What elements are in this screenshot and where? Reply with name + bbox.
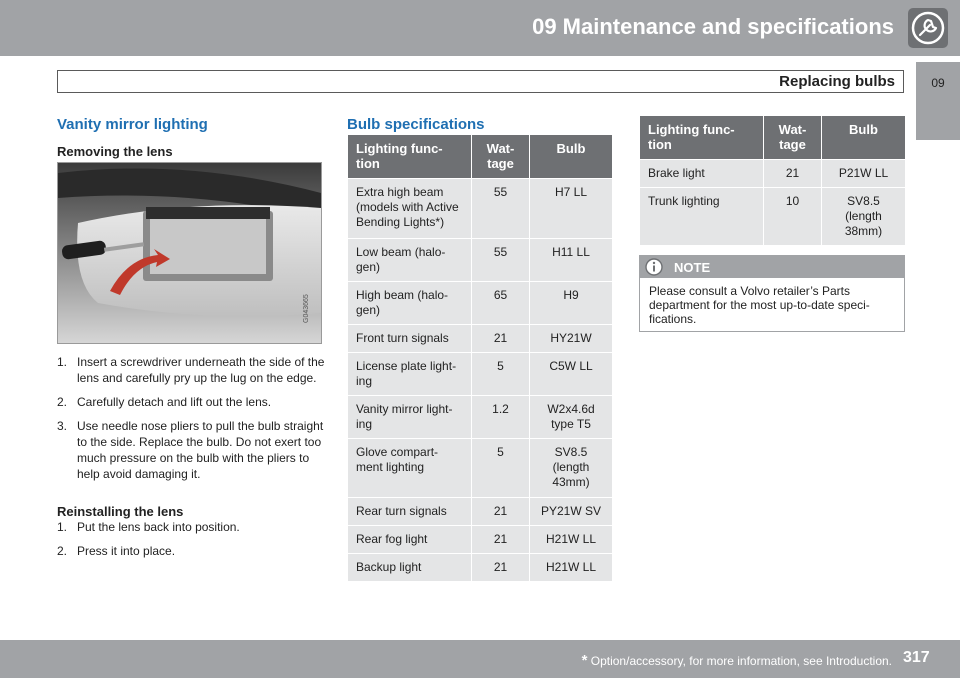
header-lighting-function: Lighting func- tion [348,135,472,179]
footer-note [582,652,892,669]
removing-steps-list [57,354,325,490]
table-row: Low beam (halo- gen) 55 H11 LL [348,239,613,282]
table-row: Backup light 21 H21W LL [348,554,613,582]
header-lighting-function: Lighting func- tion [640,116,764,160]
reinstalling-steps-list [57,519,325,567]
list-item: 3. Use needle nose pliers to pull the bulb straight to the side. Replace the bulb. Do not exert too much pressure on the bulb with the pliers to help avoid damaging it. [57,419,324,481]
vanity-mirror-photo [57,162,322,344]
bulb-spec-table-continued [639,115,906,246]
info-icon [645,258,663,276]
footer-asterisk: * [581,652,588,669]
removing-lens-heading: Removing the lens [57,144,173,159]
header-wattage: Wat- tage [764,116,822,160]
list-item: 2. Press it into place. [57,544,176,558]
table-row: Rear fog light 21 H21W LL [348,526,613,554]
header-bulb: Bulb [822,116,906,160]
footer-band [0,640,960,678]
chapter-title: 09 Maintenance and specifications [532,14,894,39]
wrench-icon [908,8,948,48]
chapter-header-band [0,0,960,56]
table-row: Brake light 21 P21W LL [640,160,906,188]
table-row: Trunk lighting 10 SV8.5 (length 38mm) [640,188,906,246]
bulb-specs-heading: Bulb specifications [347,116,485,133]
section-title-box [57,70,904,93]
table-row: High beam (halo- gen) 65 H9 [348,282,613,325]
table-row: Rear turn signals 21 PY21W SV [348,498,613,526]
note-box [639,255,905,332]
table-row: License plate light- ing 5 C5W LL [348,353,613,396]
table-row: Vanity mirror light- ing 1.2 W2x4.6d type T5 [348,396,613,439]
bulb-spec-table [347,134,613,582]
footer-text: Option/accessory, for more information, see Introduction. [590,654,892,668]
table-row: Glove compart- ment lighting 5 SV8.5 (length 43mm) [348,439,613,498]
chapter-tab-number: 09 [931,76,945,90]
page-number: 317 [903,649,930,666]
reinstalling-lens-heading: Reinstalling the lens [57,504,184,519]
list-item: 2. Carefully detach and lift out the lens. [57,395,272,409]
table-row: Front turn signals 21 HY21W [348,325,613,353]
note-text: Please consult a Volvo retailer’s Parts department for the most up-to-date speci-fications. [649,284,870,326]
section-title: Replacing bulbs [779,73,895,90]
header-wattage: Wat- tage [472,135,530,179]
note-header [640,256,904,278]
list-item: 1. Put the lens back into position. [57,520,240,534]
vanity-mirror-heading: Vanity mirror lighting [57,116,208,133]
note-label: NOTE [674,260,711,275]
image-code: G043665 [303,294,310,323]
chapter-side-tab [916,62,960,140]
table-row: Extra high beam (models with Active Bending Lights*) 55 H7 LL [348,179,613,239]
list-item: 1. Insert a screwdriver underneath the side of the lens and carefully pry up the lug on the edge. [57,355,325,385]
header-bulb: Bulb [530,135,613,179]
